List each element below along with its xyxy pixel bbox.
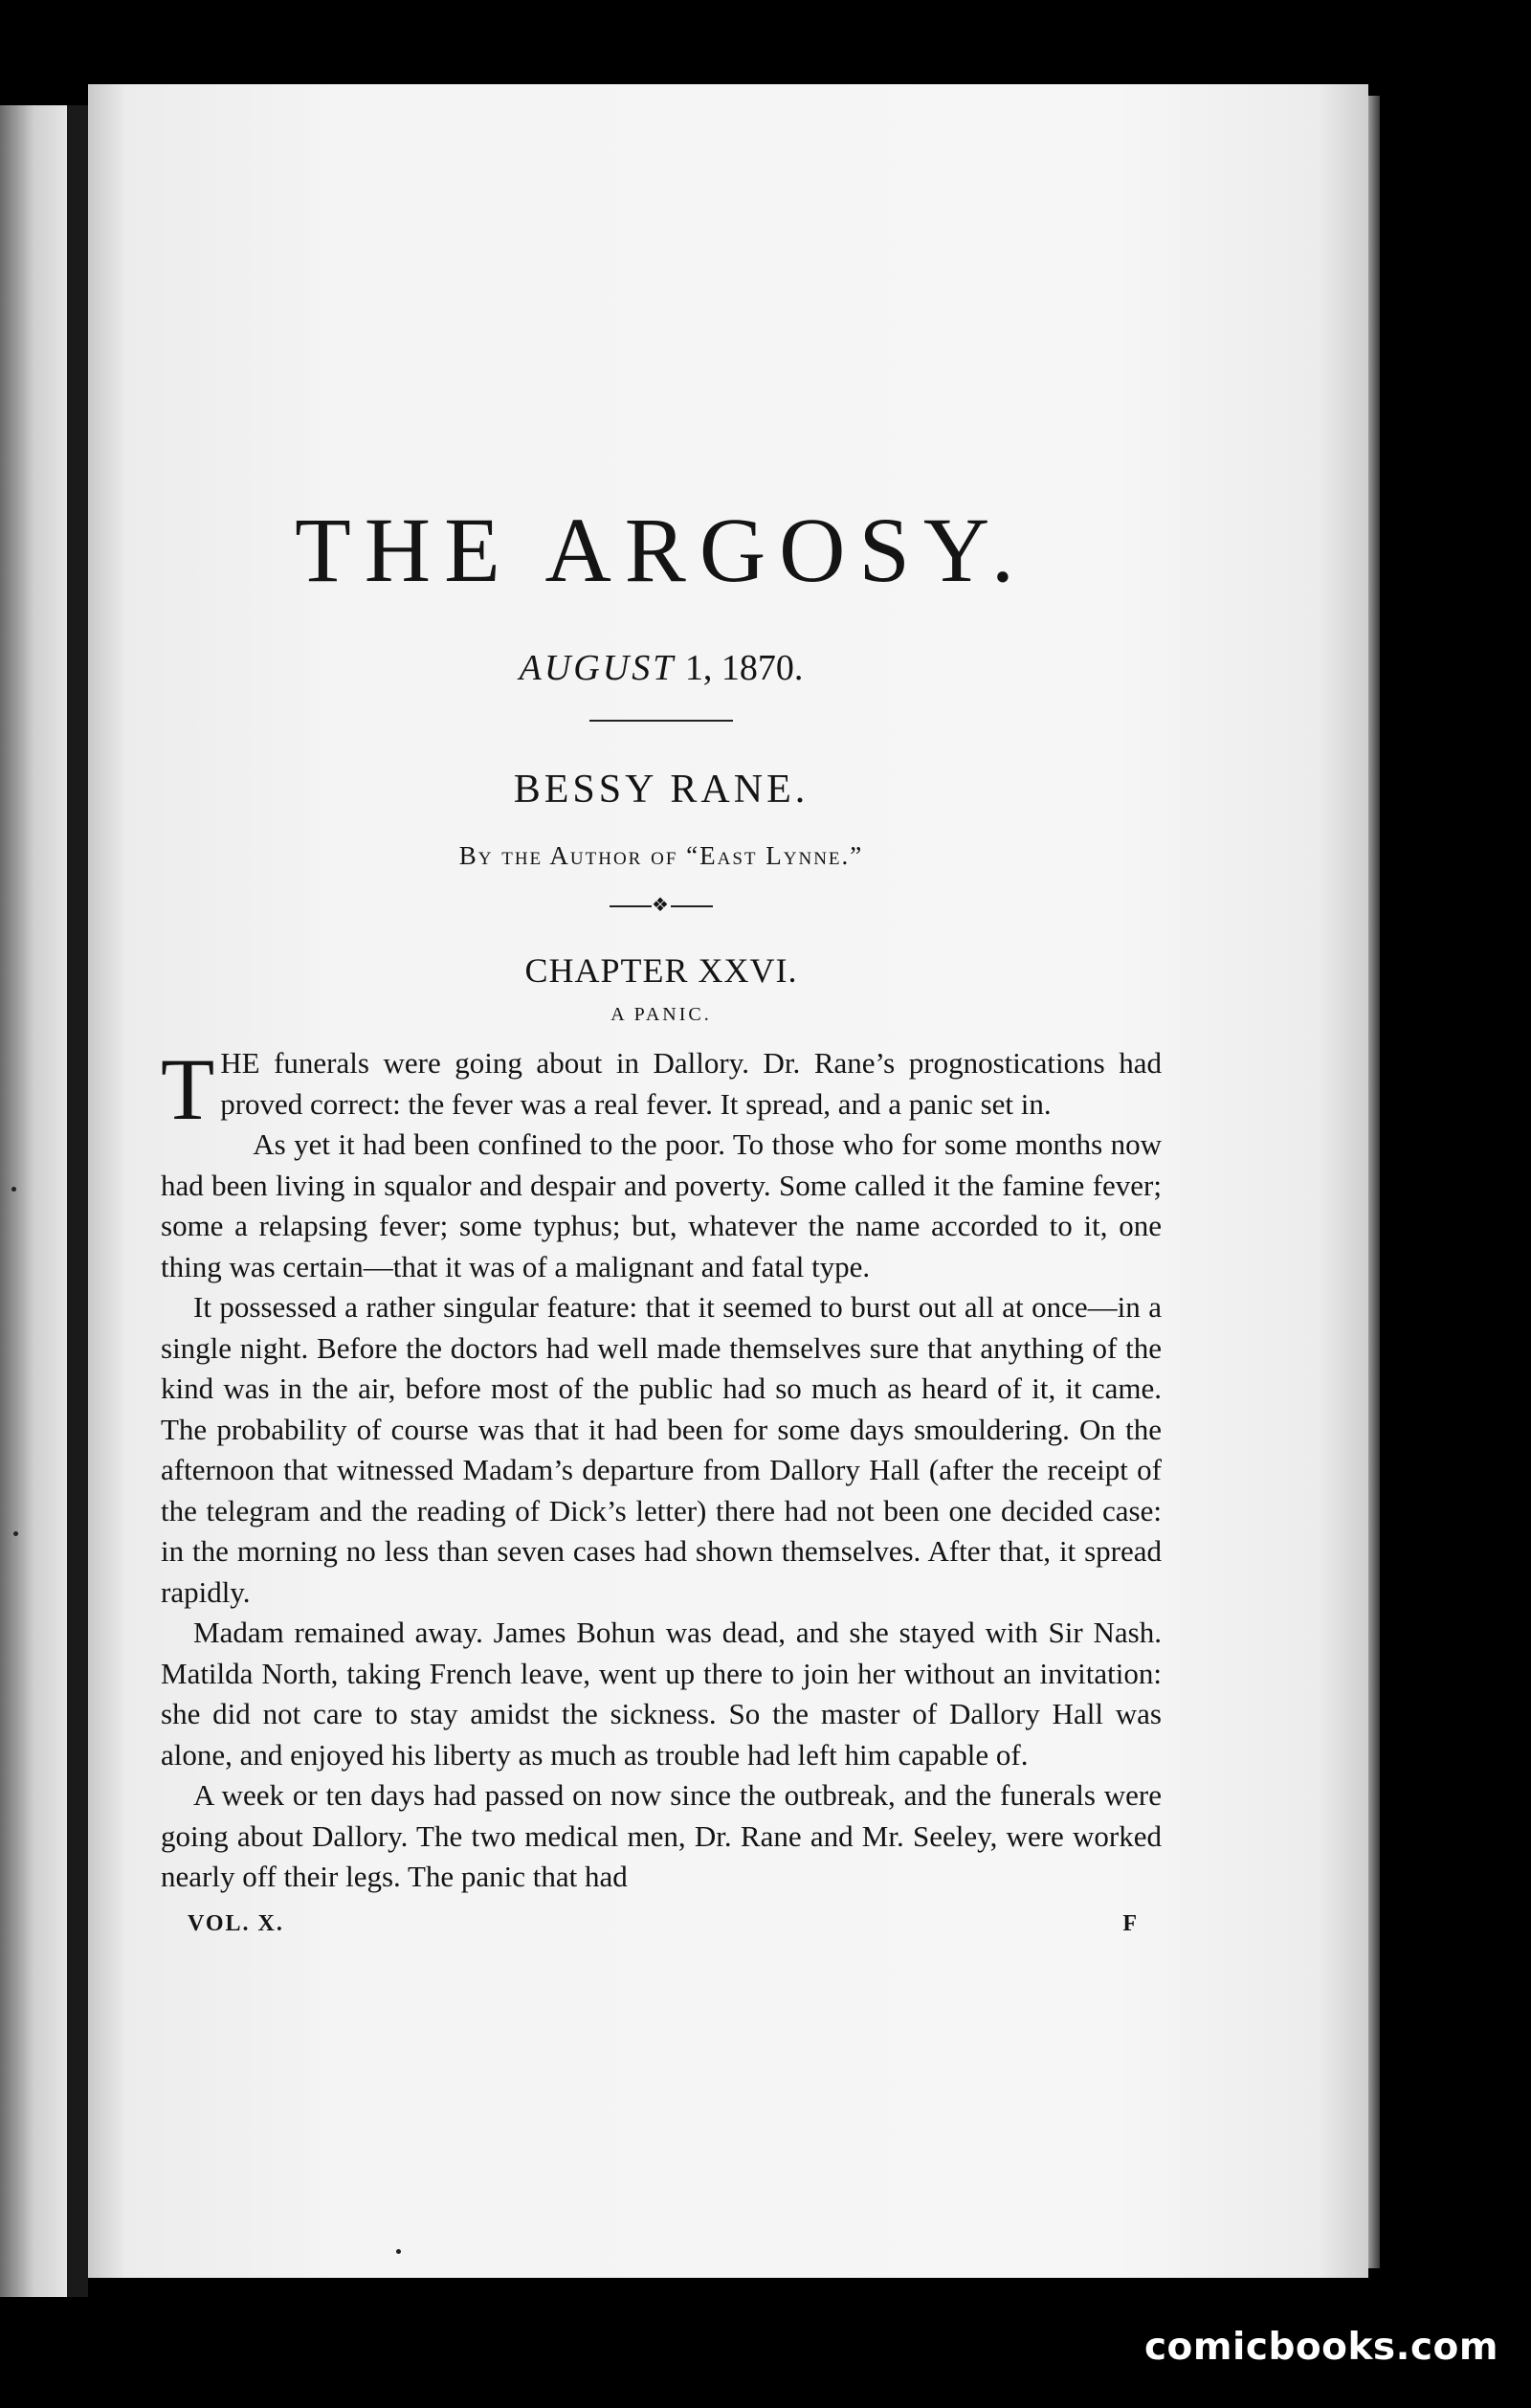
chapter-heading: CHAPTER XXVI. — [524, 951, 798, 990]
issue-month: AUGUST — [519, 648, 677, 688]
chapter-body — [161, 1040, 1162, 1898]
paragraph: Madam remained away. James Bohun was dead, and she stayed with Sir Nash. Matilda North, taking French leave, went up there to join her without an invitation: she did not care to stay amidst the sickness. So the master of Dallory Hall was alone, and enjoyed his liberty as much as trouble had left him capable of. — [161, 1616, 1162, 1772]
ink-speck — [396, 2249, 401, 2254]
byline: By the Author of “East Lynne.” — [458, 841, 864, 870]
book-gutter — [67, 105, 88, 2297]
paragraph: It possessed a rather singular feature: that it seemed to burst out all at once—in a single night. Before the doctors had well made themselves sure that anything of the kind was in the air, before most of the public had so much as heard of it, it came. The probability of course was that it had been for some days smouldering. On the afternoon that witnessed Madam’s departure from Dallory Hall (after the receipt of the telegram and the reading of Dick’s letter) there had not been one decided case: in the morning no less than seven cases had shown themselves. After that, it spread rapidly. — [161, 1290, 1162, 1609]
divider-rule — [589, 720, 733, 722]
ink-speck — [13, 1531, 18, 1536]
issue-date — [161, 645, 1162, 691]
magazine-masthead: THE ARGOSY. — [295, 499, 1028, 601]
issue-day-year: 1, 1870. — [676, 648, 804, 688]
watermark: comicbooks.com — [1143, 2326, 1498, 2369]
page-footer — [161, 1911, 1162, 1937]
paragraph: A week or ten days had passed on now since the outbreak, and the funerals were going about Dallory. The two medical men, Dr. Rane and Mr. Seeley, were worked nearly off their legs. The panic that had — [161, 1778, 1162, 1893]
paragraph: THE funerals were going about in Dallory. Dr. Rane’s prognostications had proved correct: the fever was a real fever. It spread, and a panic set in. — [161, 1040, 1162, 1138]
story-title: BESSY RANE. — [513, 768, 810, 812]
paragraph: As yet it had been confined to the poor. To those who for some months now had been living in squalor and despair and poverty. Some called it the famine fever; some a relapsing fever; some typhus; but, whatever the name accorded to it, one thing was certain—that it was of a malignant and fatal type. — [161, 1127, 1162, 1283]
chapter-subtitle: A PANIC. — [610, 1004, 712, 1025]
ink-speck — [11, 1187, 16, 1192]
signature-mark: F — [1122, 1910, 1139, 1936]
drop-cap: T — [161, 1040, 215, 1138]
page-content — [161, 498, 1162, 1937]
page-edge-shadow — [1368, 96, 1380, 2268]
ornament-icon: ❖ — [652, 895, 671, 916]
volume-number: VOL. X. — [188, 1910, 284, 1936]
ornament-divider — [161, 894, 1162, 917]
